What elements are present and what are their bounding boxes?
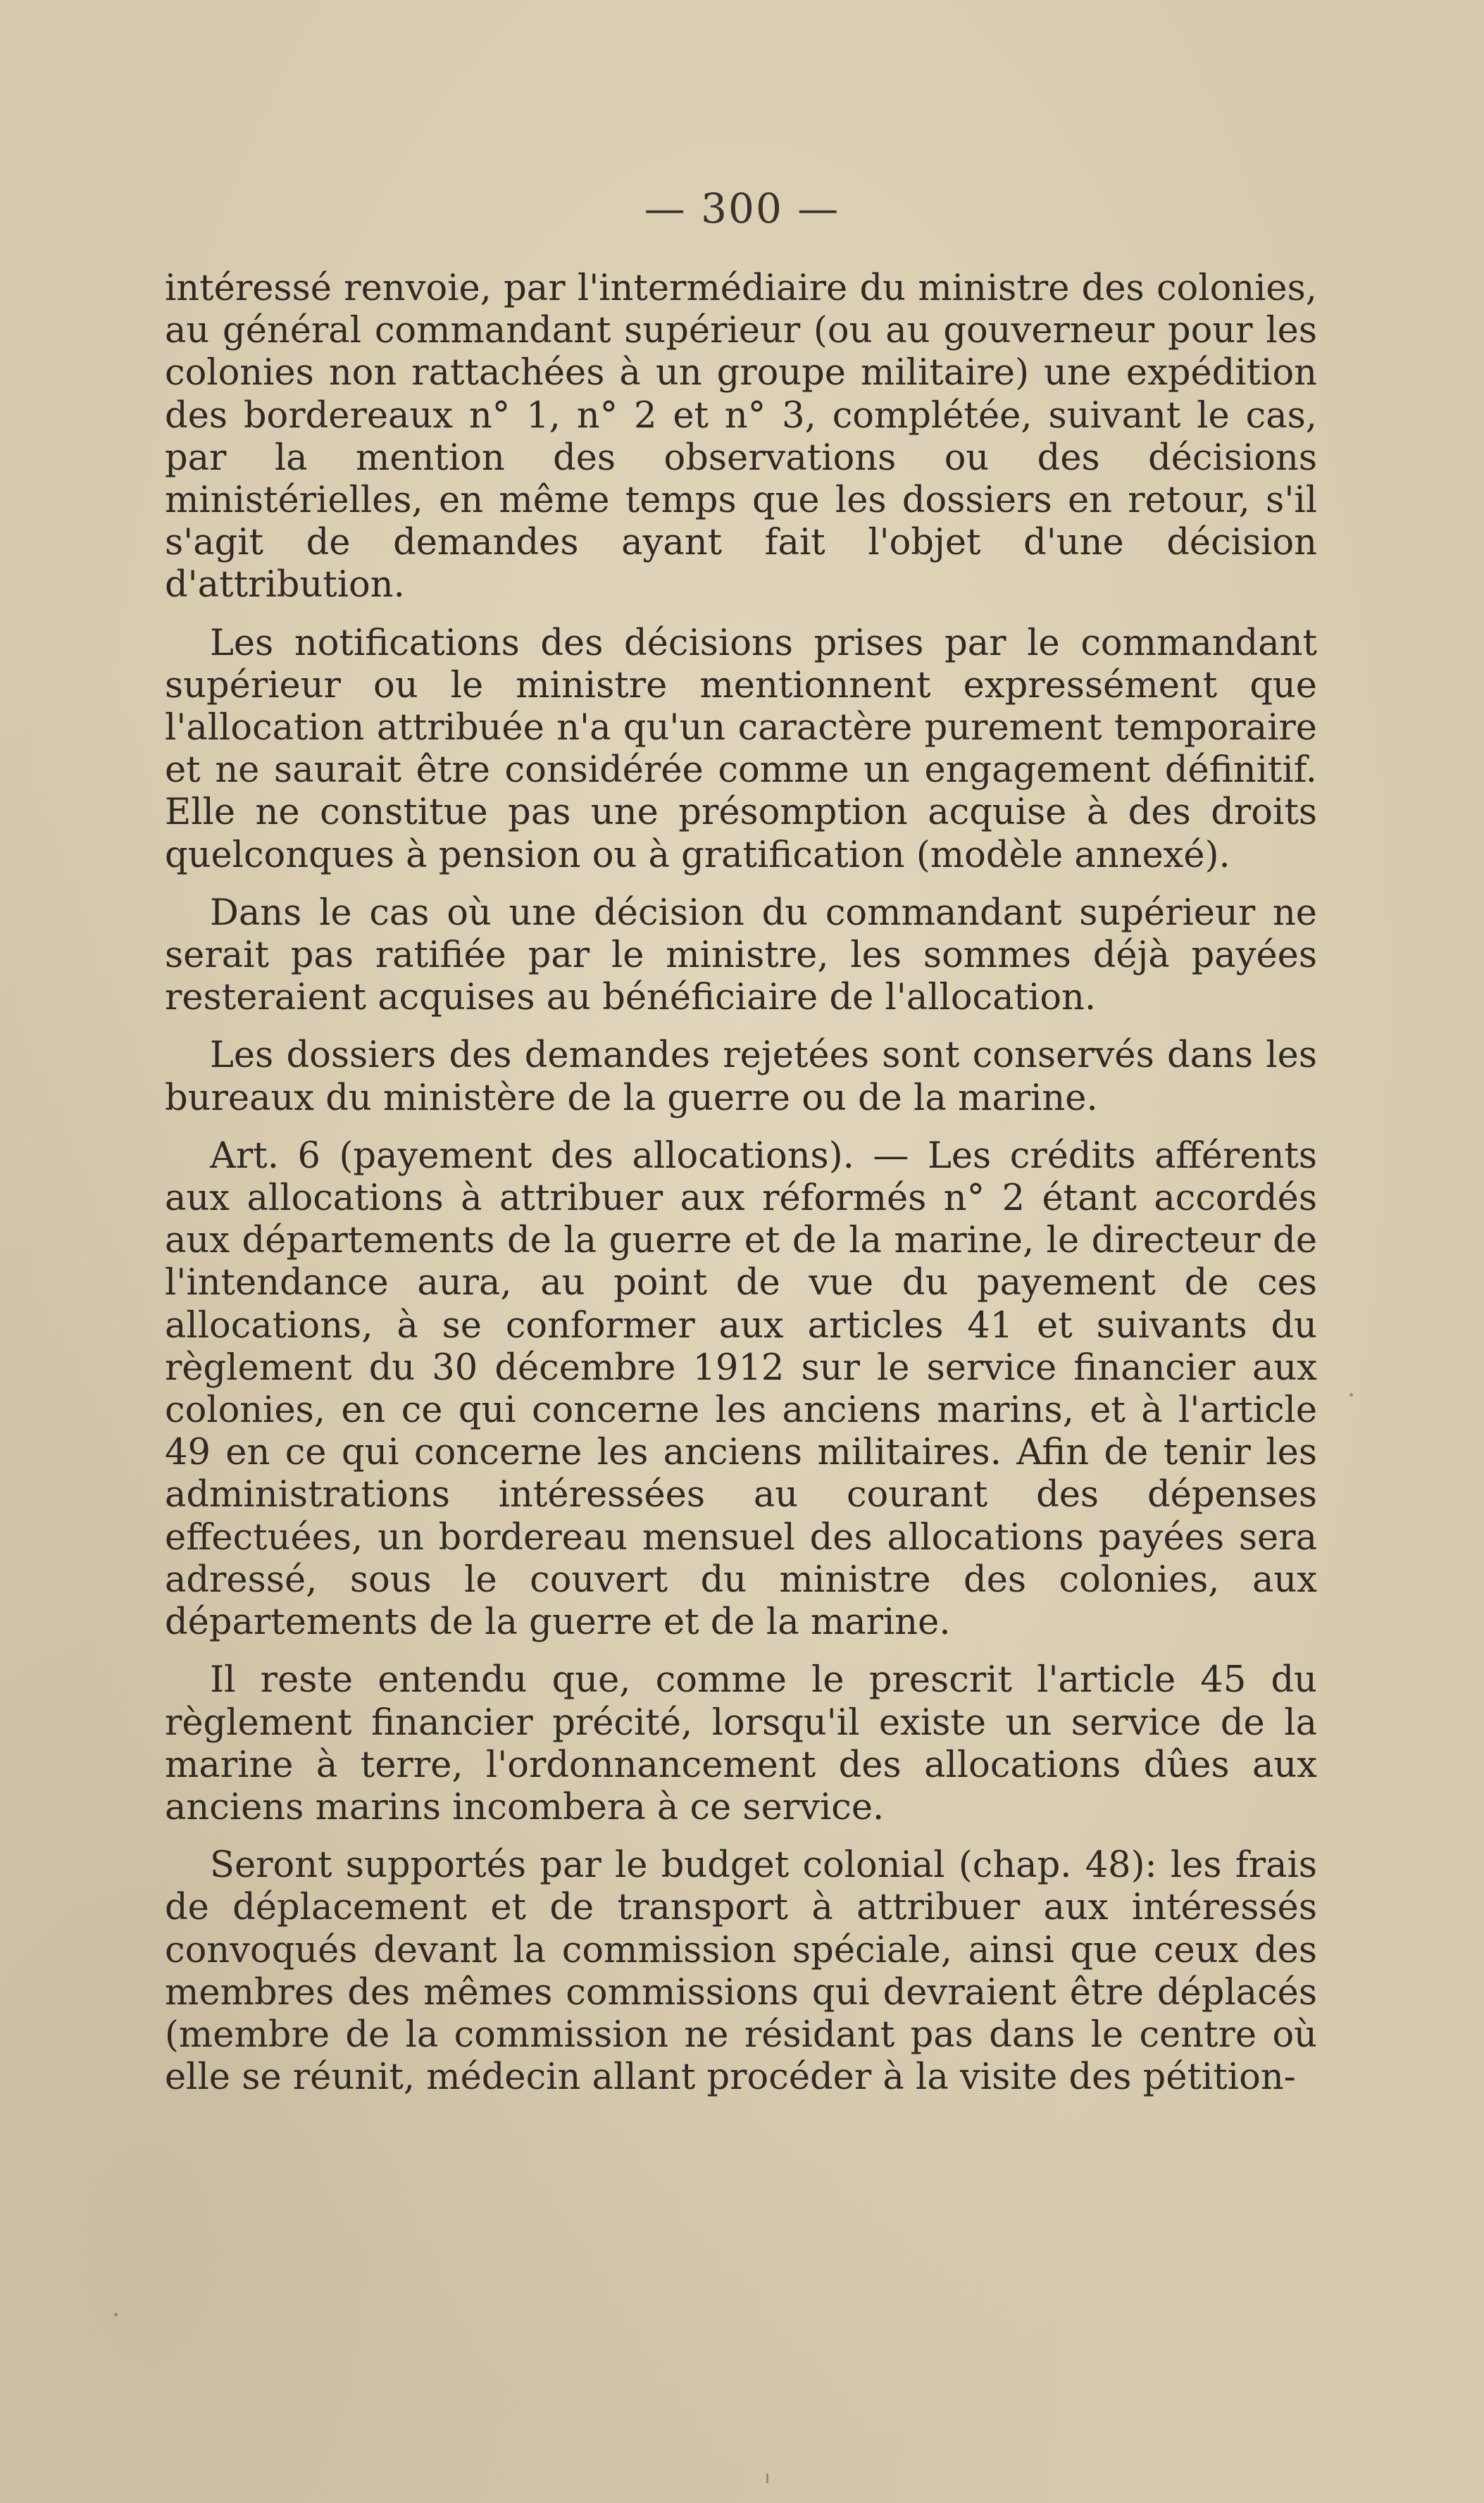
paragraph-4: Les dossiers des demandes rejetées sont conservés dans les bureaux du ministère de la guerre ou de la marine. bbox=[165, 1035, 1317, 1119]
paragraph-7: Seront supportés par le budget colonial (chap. 48): les frais de déplacement et de transport à attribuer aux intéressés convoqués devant la commission spéciale, ainsi que ceux des membres des mêmes commissions qui devraient être déplacés (membre de la commission ne résidant pas dans le centre où elle se réunit, médecin allant procéder à la visite des pétition- bbox=[165, 1845, 1317, 2099]
paper-speck bbox=[114, 2313, 118, 2316]
paragraph-1: intéressé renvoie, par l'intermédiaire du ministre des colonies, au général commandant supérieur (ou au gouverneur pour les colonies non rattachées à un groupe militaire) une expédition des bordereaux n° 1, n° 2 et n° 3, complétée, suivant le cas, par la mention des observations ou des décisions ministérielles, en même temps que les dossiers en retour, s'il s'agit de demandes ayant fait l'objet d'une décision d'attribution. bbox=[165, 268, 1317, 606]
paragraph-2: Les notifications des décisions prises par le commandant supérieur ou le ministre mentionnent expressément que l'allocation attribuée n'a qu'un caractère purement temporaire et ne saurait être considérée comme un engagement définitif. Elle ne constitue pas une présomption acquise à des droits quelconques à pension ou à gratification (modèle annexé). bbox=[165, 622, 1317, 876]
paper-speck bbox=[1349, 1393, 1353, 1397]
body-text bbox=[165, 268, 1317, 2114]
paragraph-3: Dans le cas où une décision du commandant supérieur ne serait pas ratifiée par le ministre, les sommes déjà payées resteraient acquises au bénéficiaire de l'allocation. bbox=[165, 892, 1317, 1019]
paragraph-5-article-6: Art. 6 (payement des allocations). — Les crédits afférents aux allocations à attribuer aux réformés n° 2 étant accordés aux départements de la guerre et de la marine, le directeur de l'intendance aura, au point de vue du payement de ces allocations, à se conformer aux articles 41 et suivants du règlement du 30 décembre 1912 sur le service financier aux colonies, en ce qui concerne les anciens marins, et à l'article 49 en ce qui concerne les anciens militaires. Afin de tenir les administrations intéressées au courant des dépenses effectuées, un bordereau mensuel des allocations payées sera adressé, sous le couvert du ministre des colonies, aux départements de la guerre et de la marine. bbox=[165, 1135, 1317, 1644]
page-number: — 300 — bbox=[644, 185, 840, 232]
paper-speck bbox=[766, 2473, 768, 2483]
paragraph-6: Il reste entendu que, comme le prescrit l'article 45 du règlement financier précité, lorsqu'il existe un service de la marine à terre, l'ordonnancement des allocations dûes aux anciens marins incombera à ce service. bbox=[165, 1659, 1317, 1828]
